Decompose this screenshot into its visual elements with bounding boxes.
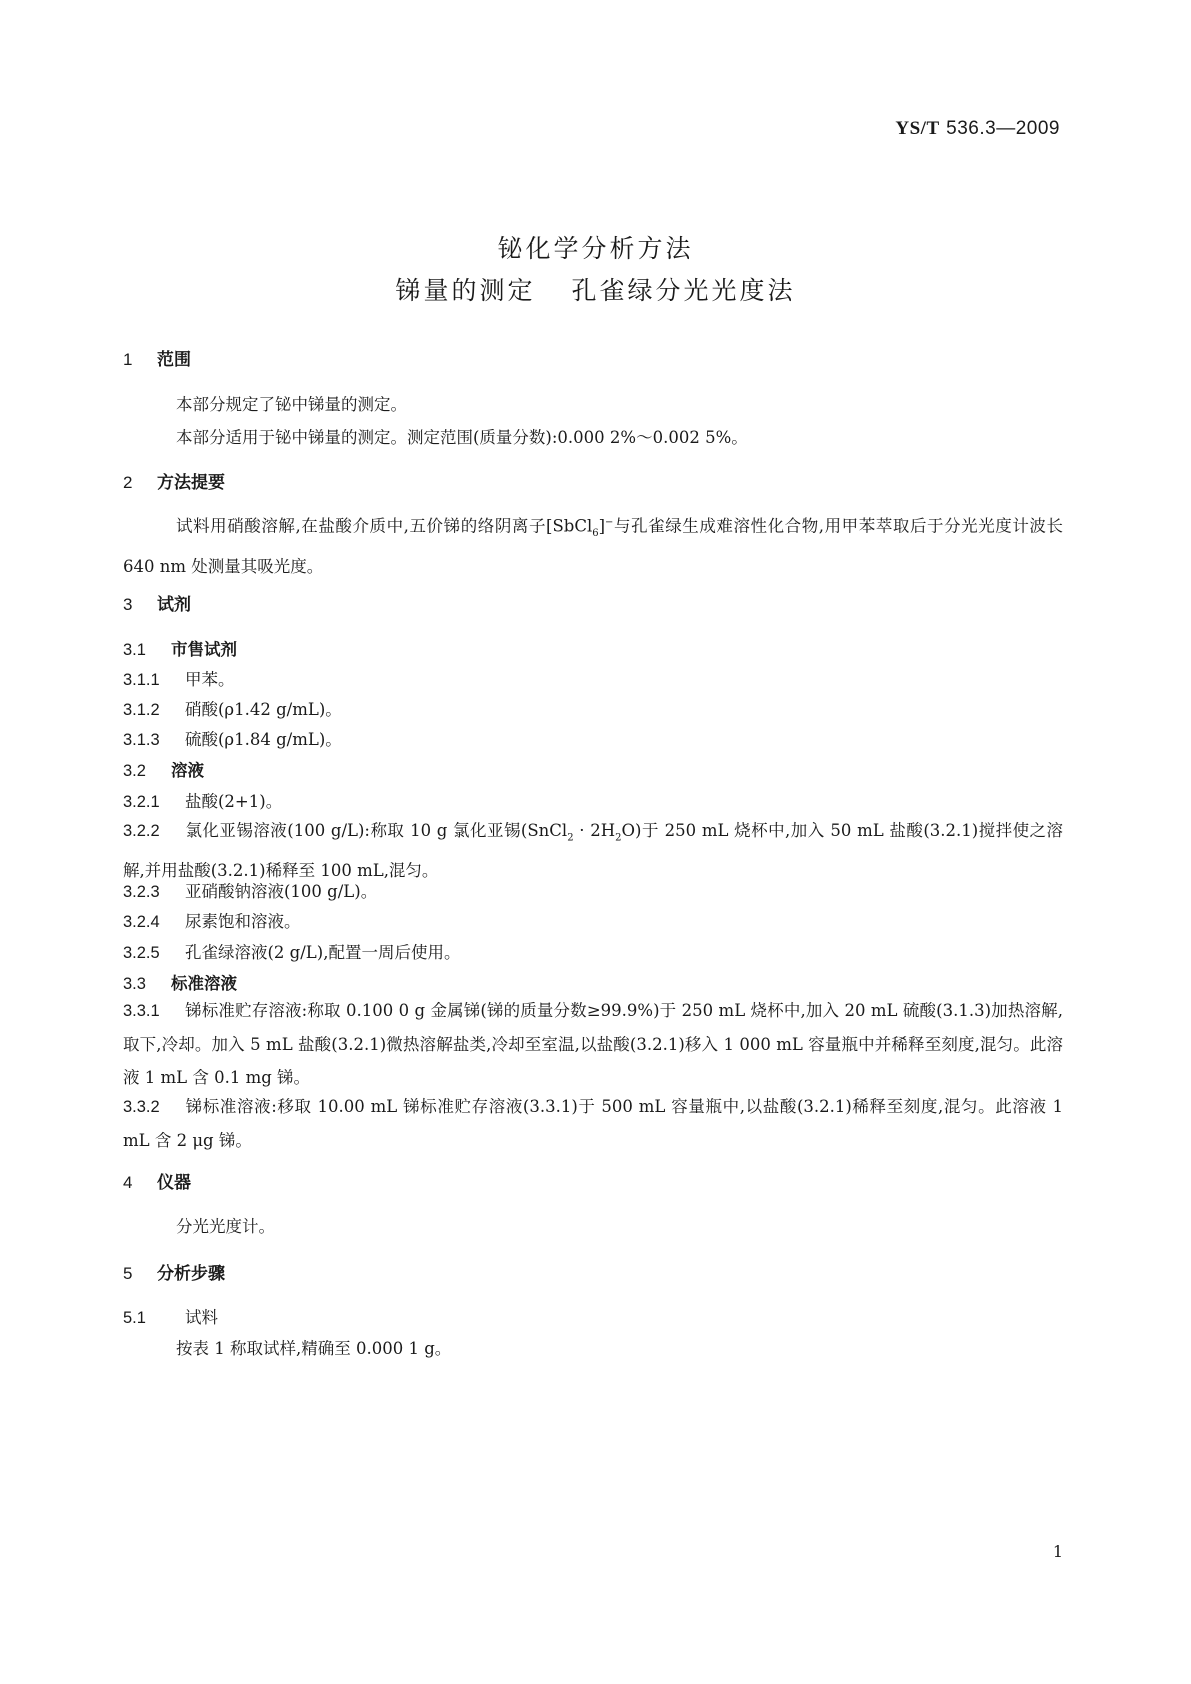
section-5-heading: 5 分析步骤 <box>123 1264 225 1284</box>
section-4-heading: 4 仪器 <box>123 1173 191 1193</box>
standard-prefix: YS/T <box>895 118 940 139</box>
section-1-paragraph-1: 本部分规定了铋中锑量的测定。 <box>176 395 407 414</box>
section-3-heading: 3 试剂 <box>123 595 191 615</box>
section-3-2-heading: 3.2 溶液 <box>123 761 204 780</box>
document-title-line1: 铋化学分析方法 <box>497 234 694 263</box>
item-3-3-2: 3.3.2 锑标准溶液:移取 10.00 mL 锑标准贮存溶液(3.3.1)于 500 mL 容量瓶中,以盐酸(3.2.1)稀释至刻度,混匀。此溶液 1 mL 含 2 μg 锑。 <box>123 1097 1063 1150</box>
section-3-1-heading: 3.1 市售试剂 <box>123 640 237 659</box>
title-subject: 锑量的测定 <box>395 276 536 305</box>
item-3-1-2: 3.1.2 硝酸(ρ1.42 g/mL)。 <box>123 700 342 719</box>
section-1-paragraph-2: 本部分适用于铋中锑量的测定。测定范围(质量分数):0.000 2%～0.002 5%。 <box>176 428 748 447</box>
section-5-1-heading: 5.1 试料 <box>123 1308 218 1327</box>
section-2-paragraph: 试料用硝酸溶解,在盐酸介质中,五价锑的络阴离子[SbCl$_6$]−与孔雀绿生成难溶性化合物,用甲苯萃取后于分光光度计波长 640 nm 处测量其吸光度。 <box>123 516 1063 576</box>
section-4-paragraph: 分光光度计。 <box>176 1217 275 1236</box>
item-3-3-1: 3.3.1 锑标准贮存溶液:称取 0.100 0 g 金属锑(锑的质量分数≥99.9%)于 250 mL 烧杯中,加入 20 mL 硫酸(3.1.3)加热溶解,取下,冷却。加入 5 mL 盐酸(3.2.1)微热溶解盐类,冷却至室温,以盐酸(3.2.1)移入 1 000 mL 容量瓶中并稀释至刻度,混匀。此溶液 1 mL 含 0.1 mg 锑。 <box>123 1001 1063 1087</box>
item-3-2-4: 3.2.4 尿素饱和溶液。 <box>123 912 301 931</box>
item-3-2-2: 3.2.2 氯化亚锡溶液(100 g/L):称取 10 g 氯化亚锡(SnCl$_2$ · $2H_2O$)于 250 mL 烧杯中,加入 50 mL 盐酸(3.2.1)搅拌使之溶解,并用盐酸(3.2.1)稀释至 100 mL,混匀。 <box>123 821 1064 881</box>
document-title-line2 <box>0 271 1191 307</box>
section-3-3-heading: 3.3 标准溶液 <box>123 974 237 993</box>
section-5-1-paragraph: 按表 1 称取试样,精确至 0.000 1 g。 <box>176 1339 452 1358</box>
title-method: 孔雀绿分光光度法 <box>571 276 796 305</box>
item-3-2-3: 3.2.3 亚硝酸钠溶液(100 g/L)。 <box>123 882 378 901</box>
item-3-1-1: 3.1.1 甲苯。 <box>123 670 235 689</box>
item-3-1-3: 3.1.3 硫酸(ρ1.84 g/mL)。 <box>123 730 342 749</box>
standard-number: 536.3—2009 <box>946 118 1060 139</box>
item-3-2-5: 3.2.5 孔雀绿溶液(2 g/L),配置一周后使用。 <box>123 943 461 962</box>
standard-code <box>895 117 1060 140</box>
section-2-heading: 2 方法提要 <box>123 473 225 493</box>
section-1-heading: 1 范围 <box>123 350 191 370</box>
page-number: 1 <box>1052 1542 1063 1561</box>
item-3-2-1: 3.2.1 盐酸(2+1)。 <box>123 792 283 811</box>
